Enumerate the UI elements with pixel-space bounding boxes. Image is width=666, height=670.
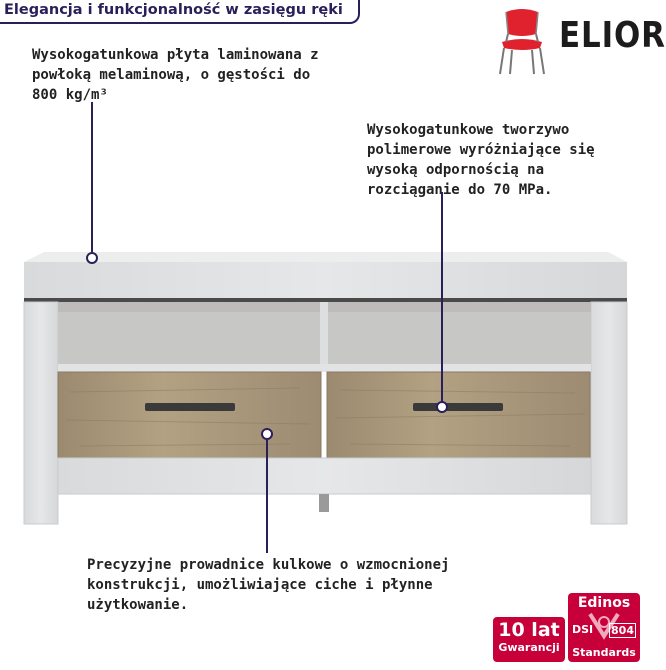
page-title: Elegancja i funkcjonalność w zasięgu ręki: [4, 2, 343, 18]
callout-plastic: Wysokogatunkowe tworzywo polimerowe wyróżniające się wysoką odpornością na rozciąganie do 70 MPa.: [367, 122, 595, 198]
drawer-left: [58, 372, 321, 458]
warranty-label: Gwarancji: [498, 641, 560, 654]
warranty-badge: [493, 617, 565, 662]
cabinet-center-foot: [319, 494, 329, 512]
drawer-right-handle: [413, 403, 503, 411]
edinos-standard-number: 804: [611, 624, 634, 637]
callout-pointer-board: [87, 102, 97, 263]
drawer-left-handle: [145, 403, 235, 411]
cabinet-top: [24, 252, 627, 302]
callout-slides: Precyzyjne prowadnice kulkowe o wzmocnionej konstrukcji, umożliwiające ciche i płynne użytkowanie.: [87, 557, 450, 613]
edinos-badge: [568, 593, 640, 662]
drawer-right: [327, 372, 590, 458]
cabinet-divider: [320, 302, 328, 368]
edinos-standard: DSI: [572, 623, 594, 636]
warranty-years: 10 lat: [498, 619, 560, 641]
edinos-brand: Edinos: [577, 595, 631, 611]
cabinet-bottom-rail: [58, 458, 591, 494]
cabinet-shelf: [58, 364, 591, 372]
cabinet-left-side: [24, 302, 58, 524]
callout-board: Wysokogatunkowa płyta laminowana z powłoką melaminową, o gęstości do 800 kg/m³: [32, 47, 319, 103]
brand-logo: ELIOR: [559, 15, 666, 56]
cabinet-right-side: [591, 302, 627, 524]
edinos-label: Standards: [572, 646, 636, 659]
